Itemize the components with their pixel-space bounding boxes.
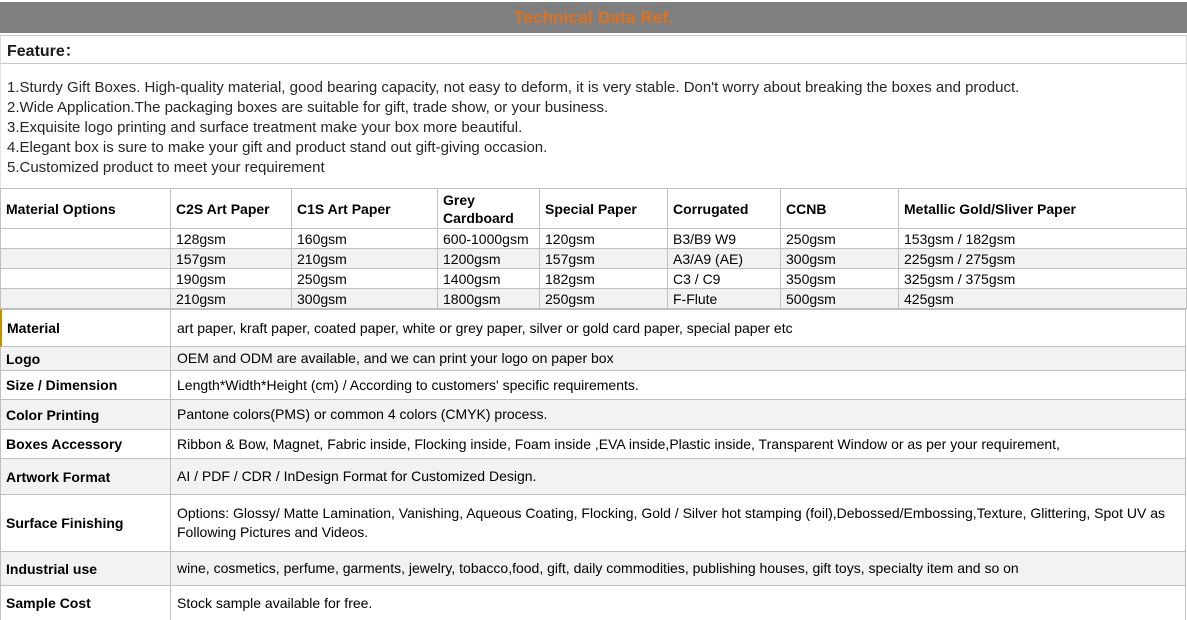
spec-cell: 1800gsm <box>438 289 540 309</box>
feature-item: 4.Elegant box is sure to make your gift and product stand out gift-giving occasion. <box>7 139 548 156</box>
page <box>0 2 1187 620</box>
detail-row <box>0 552 1186 586</box>
spec-header-cell: Corrugated <box>668 189 781 229</box>
spec-cell: 210gsm <box>292 249 438 269</box>
spec-cell: 160gsm <box>292 229 438 249</box>
detail-label: Size / Dimension <box>1 371 171 399</box>
spec-cell: 120gsm <box>540 229 668 249</box>
feature-heading-row <box>0 35 1187 64</box>
detail-row <box>0 459 1186 495</box>
spec-cell: B3/B9 W9 <box>668 229 781 249</box>
detail-value: Length*Width*Height (cm) / According to customers' specific requirements. <box>177 376 639 393</box>
feature-item: 2.Wide Application.The packaging boxes are suitable for gift, trade show, or your business. <box>7 99 609 116</box>
detail-row <box>0 309 1186 347</box>
spec-table-header <box>1 189 1187 229</box>
detail-label: Artwork Format <box>1 459 171 494</box>
spec-cell: 325gsm / 375gsm <box>899 269 1187 289</box>
details <box>0 309 1186 620</box>
spec-cell: 300gsm <box>292 289 438 309</box>
spec-table <box>0 188 1187 309</box>
spec-cell: 210gsm <box>171 289 292 309</box>
spec-cell: C3 / C9 <box>668 269 781 289</box>
spec-header-cell: Material Options <box>1 189 171 229</box>
spec-cell <box>1 249 171 269</box>
detail-value: Options: Glossy/ Matte Lamination, Vanishing, Aqueous Coating, Flocking, Gold / Silver hot stamping (foil),Debossed/Embossing,Texture, Glittering, Spot UV as Following Pictures and Videos. <box>177 505 1165 540</box>
detail-label: Color Printing <box>1 400 171 429</box>
spec-row <box>1 229 1187 249</box>
spec-header-cell: C1S Art Paper <box>292 189 438 229</box>
spec-cell: 157gsm <box>171 249 292 269</box>
detail-value: OEM and ODM are available, and we can print your logo on paper box <box>177 350 614 366</box>
detail-row <box>0 347 1186 371</box>
spec-cell: 225gsm / 275gsm <box>899 249 1187 269</box>
spec-cell: 250gsm <box>540 289 668 309</box>
page-title: Technical Data Ref. <box>513 7 674 27</box>
detail-row <box>0 430 1186 459</box>
detail-label: Material <box>2 310 171 346</box>
detail-label: Logo <box>1 347 171 370</box>
spec-cell: 1200gsm <box>438 249 540 269</box>
detail-row <box>0 495 1186 552</box>
spec-cell: 157gsm <box>540 249 668 269</box>
spec-cell <box>1 289 171 309</box>
feature-heading: Feature： <box>7 43 81 60</box>
spec-cell <box>1 229 171 249</box>
spec-cell: 128gsm <box>171 229 292 249</box>
detail-value: AI / PDF / CDR / InDesign Format for Customized Design. <box>177 468 537 484</box>
detail-value: Stock sample available for free. <box>177 594 373 611</box>
spec-cell: A3/A9 (AE) <box>668 249 781 269</box>
detail-value: wine, cosmetics, perfume, garments, jewelry, tobacco,food, gift, daily commodities, publishing houses, gift toys, specialty item and so on <box>177 560 1019 576</box>
spec-header-row <box>1 189 1187 229</box>
spec-cell: 350gsm <box>781 269 899 289</box>
feature-item: 1.Sturdy Gift Boxes. High-quality material, good bearing capacity, not easy to deform, it is very stable. Don't worry about breaking the boxes and product. <box>7 79 1020 96</box>
spec-header-cell: Metallic Gold/Sliver Paper <box>899 189 1187 229</box>
detail-value: art paper, kraft paper, coated paper, white or grey paper, silver or gold card paper, special paper etc <box>177 319 793 336</box>
spec-cell: 425gsm <box>899 289 1187 309</box>
spec-cell: 250gsm <box>292 269 438 289</box>
detail-value: Ribbon & Bow, Magnet, Fabric inside, Flocking inside, Foam inside ,EVA inside,Plastic inside, Transparent Window or as per your requirement, <box>177 435 1060 452</box>
detail-row <box>0 400 1186 430</box>
title-bar <box>0 2 1187 33</box>
spec-header-cell: C2S Art Paper <box>171 189 292 229</box>
spec-cell: 1400gsm <box>438 269 540 289</box>
spec-cell: 153gsm / 182gsm <box>899 229 1187 249</box>
spec-row <box>1 249 1187 269</box>
spec-row <box>1 269 1187 289</box>
detail-label: Surface Finishing <box>1 495 171 551</box>
spec-header-cell: CCNB <box>781 189 899 229</box>
detail-label: Sample Cost <box>1 586 171 620</box>
spec-cell <box>1 269 171 289</box>
detail-label: Industrial use <box>1 552 171 585</box>
spec-table-body <box>1 229 1187 309</box>
spec-cell: F-Flute <box>668 289 781 309</box>
detail-row <box>0 371 1186 400</box>
spec-cell: 190gsm <box>171 269 292 289</box>
detail-row <box>0 586 1186 620</box>
detail-label: Boxes Accessory <box>1 430 171 458</box>
spec-cell: 600-1000gsm <box>438 229 540 249</box>
detail-value: Pantone colors(PMS) or common 4 colors (CMYK) process. <box>177 406 548 422</box>
feature-item: 5.Customized product to meet your requirement <box>7 159 325 176</box>
spec-header-cell: Grey Cardboard <box>438 189 540 229</box>
spec-row <box>1 289 1187 309</box>
spec-cell: 250gsm <box>781 229 899 249</box>
spec-cell: 182gsm <box>540 269 668 289</box>
spec-cell: 500gsm <box>781 289 899 309</box>
feature-item: 3.Exquisite logo printing and surface treatment make your box more beautiful. <box>7 119 523 136</box>
spec-header-cell: Special Paper <box>540 189 668 229</box>
feature-list <box>0 64 1187 188</box>
spec-cell: 300gsm <box>781 249 899 269</box>
